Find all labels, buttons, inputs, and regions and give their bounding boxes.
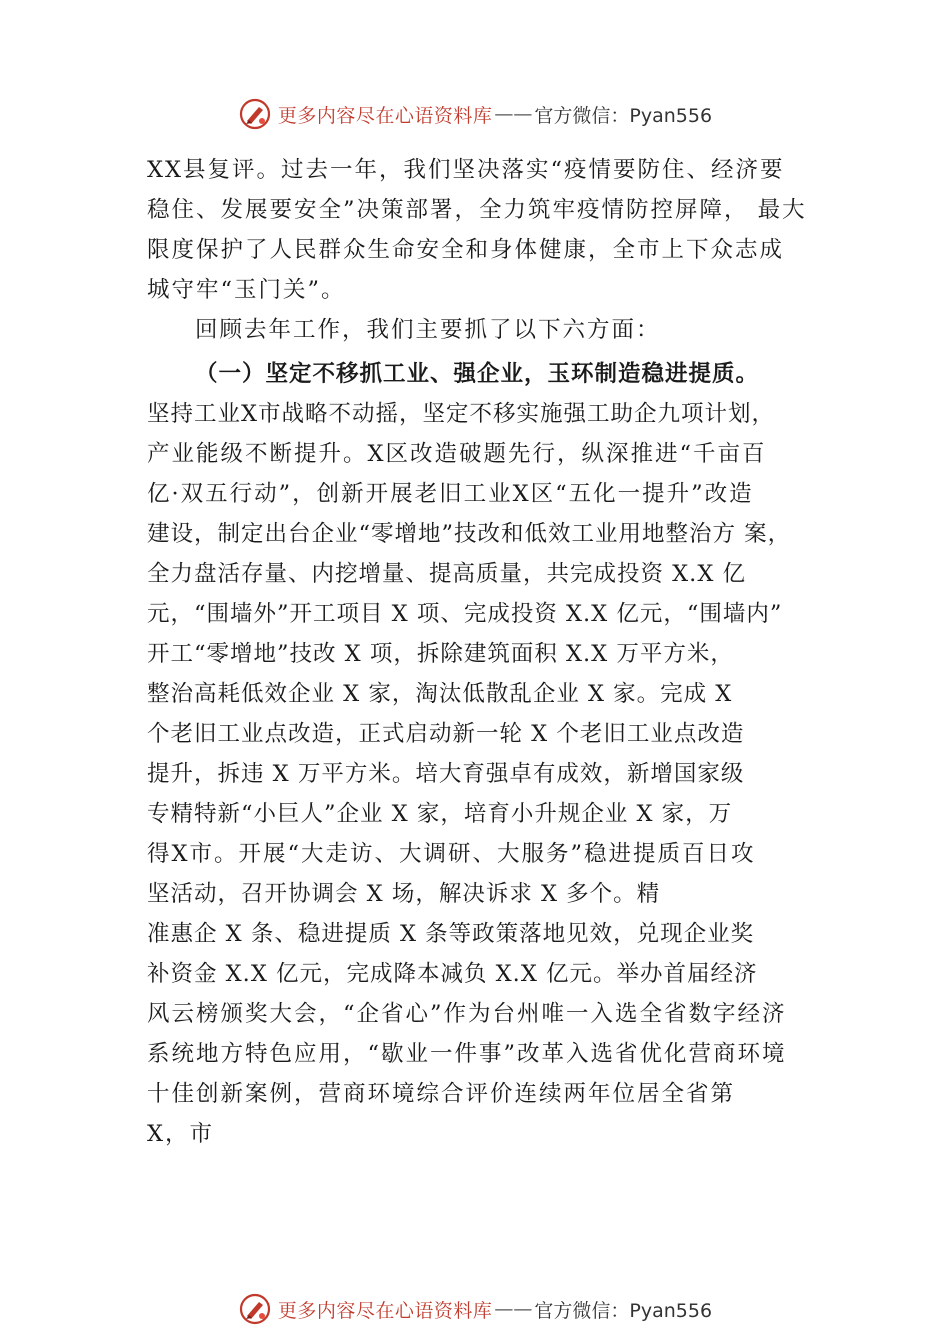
watermark-header xyxy=(0,94,950,134)
body-line: 风云榜颁奖大会，“企省心”作为台州唯一入选全省数字经济 xyxy=(147,1001,787,1027)
body-line: 元，“围墙外”开工项目 X 项、完成投资 X.X 亿元，“围墙内” xyxy=(147,601,783,627)
watermark-site-text: 更多内容尽在心语资料库 xyxy=(277,1299,493,1322)
body-line: 坚活动，召开协调会 X 场，解决诉求 X 多个。精 xyxy=(147,881,661,907)
body-line: 全力盘活存量、内挖增量、提高质量，共完成投资 X.X 亿 xyxy=(147,561,746,587)
body-line: 个老旧工业点改造，正式启动新一轮 X 个老旧工业点改造 xyxy=(147,721,745,747)
body-line: 系统地方特色应用，“歇业一件事”改革入选省优化营商环境 xyxy=(147,1041,787,1067)
pen-seal-icon xyxy=(238,97,272,131)
watermark-footer xyxy=(0,1289,950,1329)
body-line: 城守牢“玉门关”。 xyxy=(147,277,346,303)
body-line: 提升，拆违 X 万平方米。培大育强卓有成效，新增国家级 xyxy=(147,761,745,787)
body-line: 产业能级不断提升。X区改造破题先行，纵深推进“千亩百 xyxy=(147,441,767,467)
body-line: 坚持工业X市战略不动摇，坚定不移实施强工助企九项计划， xyxy=(147,401,776,427)
body-line: 专精特新“小巨人”企业 X 家，培育小升规企业 X 家，万 xyxy=(147,801,733,827)
body-line: 整治高耗低效企业 X 家，淘汰低散乱企业 X 家。完成 X xyxy=(147,681,733,707)
body-line: 建设，制定出台企业“零增地”技改和低效工业用地整治方 案， xyxy=(147,521,792,547)
section-heading: （一）坚定不移抓工业、强企业，玉环制造稳进提质。 xyxy=(195,361,760,387)
body-line: X，市 xyxy=(147,1121,215,1147)
body-line: 回顾去年工作，我们主要抓了以下六方面： xyxy=(195,317,661,343)
body-line: 十佳创新案例，营商环境综合评价连续两年位居全省第 xyxy=(147,1081,736,1107)
watermark-contact: 官方微信：Pyan556 xyxy=(534,1299,713,1322)
body-line: 开工“零增地”技改 X 项，拆除建筑面积 X.X 万平方米， xyxy=(147,641,734,667)
watermark-separator: —— xyxy=(494,103,533,125)
body-line: 准惠企 X 条、稳进提质 X 条等政策落地见效，兑现企业奖 xyxy=(147,921,755,947)
document-body xyxy=(147,150,847,1154)
watermark-site-text: 更多内容尽在心语资料库 xyxy=(277,104,493,127)
body-line: 补资金 X.X 亿元，完成降本减负 X.X 亿元。举办首届经济 xyxy=(147,961,758,987)
body-line: 限度保护了人民群众生命安全和身体健康，全市上下众志成 xyxy=(147,237,785,263)
watermark-separator: —— xyxy=(494,1298,533,1320)
watermark-contact: 官方微信：Pyan556 xyxy=(534,104,713,127)
body-line: 稳住、发展要安全”决策部署，全力筑牢疫情防控屏障， 最大 xyxy=(147,197,807,223)
pen-seal-icon xyxy=(238,1292,272,1326)
body-line: 得X市。开展“大走访、大调研、大服务”稳进提质百日攻 xyxy=(147,841,756,867)
body-line: XX县复评。过去一年，我们坚决落实“疫情要防住、经济要 xyxy=(147,157,785,183)
body-line: 亿·双五行动”，创新开展老旧工业X区“五化一提升”改造 xyxy=(147,481,754,507)
